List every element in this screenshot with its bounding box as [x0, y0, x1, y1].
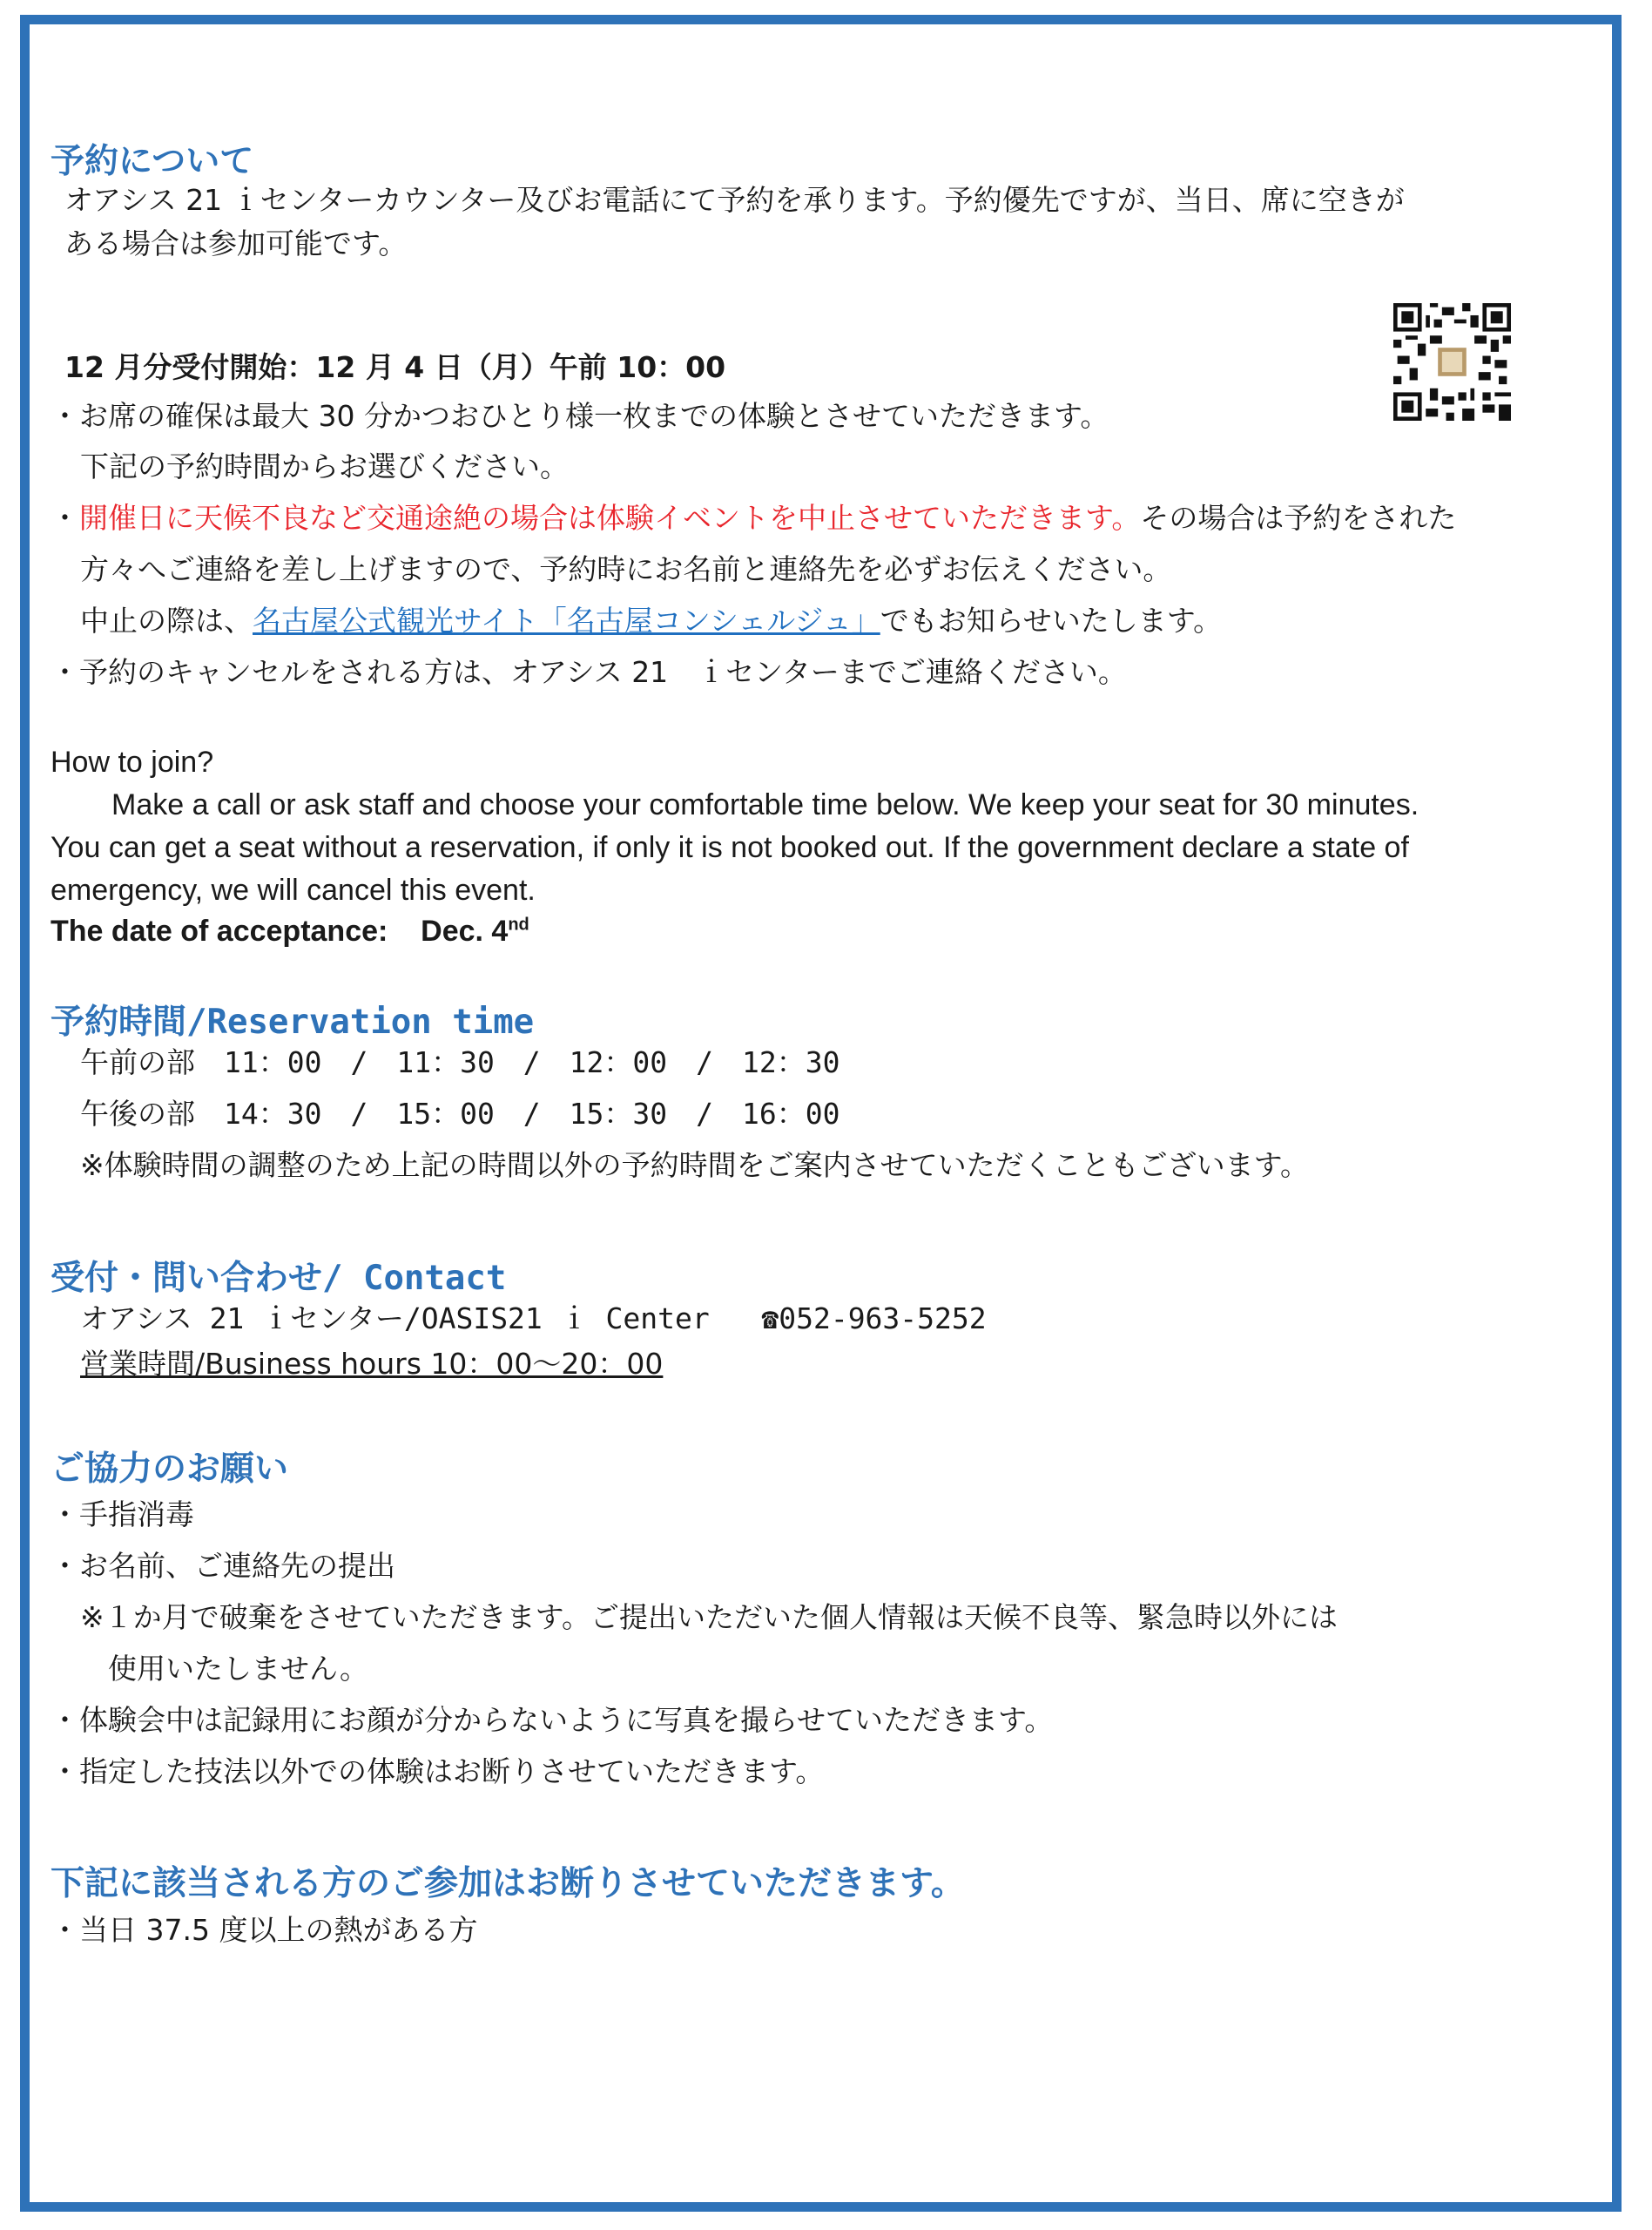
morning-times: 午前の部 11：00 / 11：30 / 12：00 / 12：30 — [80, 1045, 840, 1079]
bullet-2-rest: その場合は予約をされた — [1140, 501, 1457, 535]
reservation-bullet-2-line1 — [51, 501, 1456, 536]
afternoon-times: 午後の部 14：30 / 15：00 / 15：30 / 16：00 — [80, 1097, 840, 1131]
center-name: オアシス 21 ｉセンター/OASIS21 ｉ Center — [80, 1301, 710, 1335]
acceptance-date: Dec. 4 — [421, 915, 509, 948]
english-question: How to join? — [51, 746, 214, 779]
acceptance-label: The date of acceptance: — [51, 915, 388, 948]
cooperation-item-4: ・指定した技法以外での体験はお断りさせていただきます。 — [51, 1754, 825, 1788]
reservation-heading: 予約について — [51, 142, 254, 181]
cancel-notice-prefix: 中止の際は、 — [80, 604, 253, 638]
english-line2: You can get a seat without a reservation, if only it is not booked out. If the government declare a state of — [51, 831, 1409, 864]
cancel-notice-suffix: でもお知らせいたします。 — [880, 604, 1223, 638]
english-acceptance — [51, 915, 529, 949]
reservation-bullet-2-line3 — [80, 604, 1222, 639]
cooperation-item-1: ・手指消毒 — [51, 1497, 194, 1531]
reservation-intro-line2: ある場合は参加可能です。 — [64, 226, 408, 260]
phone-number[interactable]: 052-963-5252 — [779, 1301, 987, 1335]
reservation-bullet-3: ・予約のキャンセルをされる方は、オアシス 21 ｉセンターまでご連絡ください。 — [51, 655, 1127, 689]
times-note: ※体験時間の調整のため上記の時間以外の予約時間をご案内させていただくこともございます。 — [80, 1148, 1310, 1182]
bullet-marker: ・ — [51, 501, 79, 535]
reservation-bullet-2-line2: 方々へご連絡を差し上げますので、予約時にお名前と連絡先を必ずお伝えください。 — [80, 552, 1172, 586]
acceptance-date-suffix: nd — [508, 915, 529, 935]
qr-code[interactable] — [1393, 303, 1511, 421]
business-hours: 営業時間/Business hours 10：00～20：00 — [80, 1347, 664, 1381]
cooperation-item-3: ・体験会中は記録用にお顔が分からないように写真を撮らせていただきます。 — [51, 1703, 1054, 1737]
acceptance-start-date: 12 月分受付開始：12 月 4 日（月）午前 10：00 — [64, 350, 726, 384]
cooperation-item-2: ・お名前、ご連絡先の提出 — [51, 1549, 395, 1583]
reservation-intro-line1: オアシス 21 ｉセンターカウンター及びお電話にて予約を承ります。予約優先ですが、当日、席に空きが — [64, 183, 1405, 217]
reservation-bullet-1-line1: ・お席の確保は最大 30 分かつおひとり様一枚までの体験とさせていただきます。 — [51, 399, 1109, 433]
contact-heading: 受付・問い合わせ/ Contact — [51, 1259, 507, 1298]
decline-item-1: ・当日 37.5 度以上の熱がある方 — [51, 1913, 478, 1947]
phone-icon: ☎ — [761, 1301, 779, 1335]
english-line3: emergency, we will cancel this event. — [51, 874, 536, 907]
nagoya-concierge-link[interactable]: 名古屋公式観光サイト「名古屋コンシェルジュ」 — [253, 604, 880, 638]
reservation-bullet-1-line2: 下記の予約時間からお選びください。 — [80, 449, 569, 483]
contact-line — [80, 1301, 987, 1336]
cooperation-item-2-note-line2: 使用いたしません。 — [108, 1652, 368, 1686]
decline-heading: 下記に該当される方のご参加はお断りさせていただきます。 — [51, 1864, 965, 1903]
reservation-time-heading: 予約時間/Reservation time — [51, 1003, 535, 1042]
cooperation-heading: ご協力のお願い — [51, 1450, 289, 1489]
english-line1: Make a call or ask staff and choose your comfortable time below. We keep your seat for 30 minutes. — [111, 788, 1419, 821]
cooperation-item-2-note-line1: ※１か月で破棄をさせていただきます。ご提出いただいた個人情報は天候不良等、緊急時以外には — [80, 1600, 1338, 1634]
cancellation-warning: 開催日に天候不良など交通途絶の場合は体験イベントを中止させていただきます。 — [79, 501, 1141, 535]
